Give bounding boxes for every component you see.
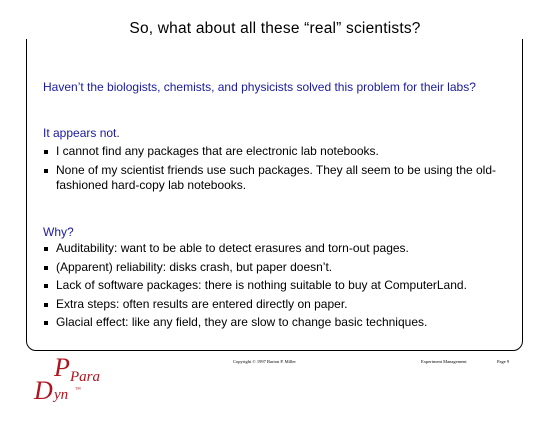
bullet-icon: [44, 150, 48, 154]
logo-letter-p: P: [54, 354, 70, 382]
bullet-text: I cannot find any packages that are electronic lab notebooks.: [56, 144, 379, 158]
list-item: [43, 278, 503, 293]
bullet-text: Extra steps: often results are entered directly on paper.: [56, 296, 348, 311]
logo-trademark: ™: [75, 387, 81, 393]
list-item: [43, 297, 503, 312]
bullet-text: (Apparent) reliability: disks crash, but paper doesn’t.: [56, 259, 333, 274]
list-item: [43, 144, 503, 159]
slide-title-text: So, what about all these “real” scientists?: [123, 20, 426, 37]
bullet-icon: [44, 169, 48, 173]
bullet-icon: [44, 247, 48, 251]
list-item: [43, 315, 503, 330]
bullet-icon: [44, 266, 48, 270]
paradyn-logo: [30, 354, 110, 404]
bullet-text: Lack of software packages: there is nothing suitable to buy at ComputerLand.: [56, 278, 467, 292]
list-item: [43, 163, 503, 193]
bullet-text: Glacial effect: like any field, they are slow to change basic techniques.: [56, 315, 428, 329]
intro-question: Haven’t the biologists, chemists, and physicists solved this problem for their labs?: [43, 80, 476, 94]
section-heading-why: Why?: [43, 225, 74, 239]
logo-word-bottom: yn: [54, 387, 69, 403]
list-item: [43, 241, 503, 256]
logo-word-top: Para: [70, 369, 100, 385]
slide-title: [0, 19, 550, 39]
section-heading-it-appears-not: It appears not.: [43, 126, 120, 140]
footer-section: Experiment Management: [421, 359, 467, 364]
bullet-icon: [44, 321, 48, 325]
bullet-icon: [44, 303, 48, 307]
list-item: [43, 260, 503, 275]
bullet-list-why: [43, 241, 503, 334]
footer-copyright: Copyright © 1997 Barton P. Miller: [233, 359, 296, 364]
bullet-text: None of my scientist friends use such packages. They all seem to be using the old-fashioned hard-copy lab notebooks.: [56, 162, 497, 192]
bullet-list-it-appears-not: [43, 144, 503, 196]
logo-letter-d: D: [34, 376, 53, 404]
footer-page-number: Page 9: [497, 359, 510, 364]
bullet-text: Auditability: want to be able to detect erasures and torn-out pages.: [56, 241, 409, 255]
bullet-icon: [44, 284, 48, 288]
